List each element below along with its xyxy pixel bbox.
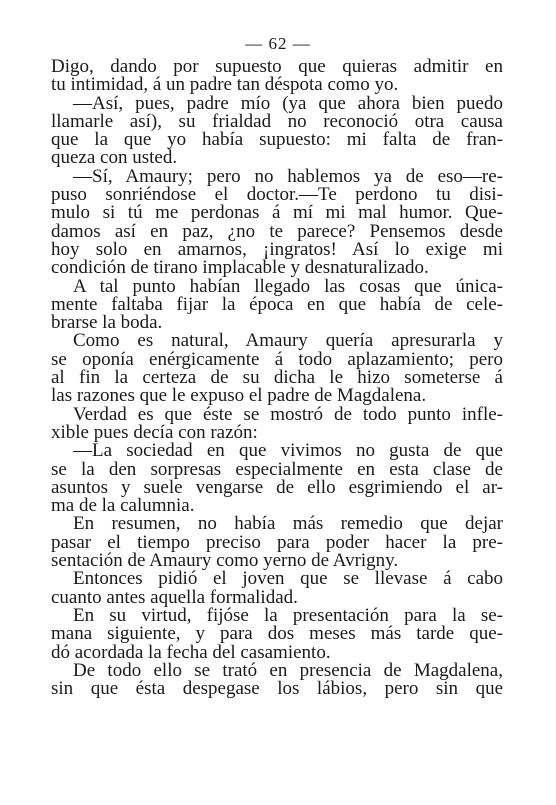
text-line: xible pues decía con razón: (51, 423, 258, 443)
text-line: —La sociedad en que vivimos no gusta de que (73, 442, 503, 461)
text-line: brarse la boda. (51, 314, 163, 333)
text-line: hoy solo en amarnos, ¡ingratos! Así lo exige mi (51, 240, 503, 260)
text-line: Como es natural, Amaury quería apresurarla y (73, 332, 503, 351)
text-line: Verdad es que éste se mostró de todo punto infle- (73, 405, 503, 424)
text-line: En resumen, no había más remedio que dejar (73, 515, 503, 534)
text-line: cuanto antes aquella formalidad. (51, 588, 298, 607)
text-line: mana siguiente, y para dos meses más tarde que- (51, 625, 503, 644)
text-line: sin que ésta despegase los lábios, pero sin que (51, 680, 503, 699)
text-line: queza con usted. (51, 149, 178, 168)
text-line: se la den sorpresas especialmente en esta clase de (51, 460, 503, 479)
text-line: Digo, dando por supuesto que quieras admitir en (51, 58, 503, 77)
body-text (51, 58, 503, 698)
text-line: asuntos y suele vengarse de ello esgrimiendo el ar- (51, 478, 503, 498)
text-line: que la que yo había supuesto: mi falta de fran- (51, 131, 503, 150)
text-line: las razones que le expuso el padre de Magdalena. (51, 387, 427, 406)
text-line: Entonces pidió el joven que se llevase á cabo (73, 570, 503, 589)
text-line: ma de la calumnia. (51, 497, 195, 516)
text-line: puso sonriéndose el doctor.—Te perdono tu disi- (51, 186, 503, 205)
text-line: se oponía enérgicamente á todo aplazamiento; pero (51, 350, 503, 370)
text-line: mente faltaba fijar la época en que había de cele- (51, 295, 503, 315)
text-line: A tal punto habían llegado las cosas que única- (73, 277, 503, 296)
text-line: —Así, pues, padre mío (ya que ahora bien puedo (73, 94, 503, 113)
text-line: De todo ello se trató en presencia de Magdalena, (73, 661, 503, 681)
text-line: En su virtud, fijóse la presentación para la se- (73, 606, 503, 626)
text-line: —Sí, Amaury; pero no hablemos ya de eso—re- (73, 167, 503, 187)
text-line: al fin la certeza de su dicha le hizo someterse á (51, 369, 503, 388)
text-line: tu intimidad, á un padre tan déspota como yo. (51, 76, 399, 95)
text-line: pasar el tiempo preciso para poder hacer la pre- (51, 533, 503, 553)
text-line: dó acordada la fecha del casamiento. (51, 643, 331, 662)
text-line: mulo si tú me perdonas á mí mi mal humor. Que- (51, 204, 503, 223)
text-line: llamarle así), su frialdad no reconoció otra causa (51, 112, 503, 132)
page-number: — 62 — (245, 34, 311, 53)
text-line: damos así en paz, ¿no te parece? Pensemos desde (51, 222, 503, 241)
text-line: sentación de Amaury como yerno de Avrigny. (51, 552, 399, 571)
text-line: condición de tirano implacable y desnaturalizado. (51, 259, 429, 278)
